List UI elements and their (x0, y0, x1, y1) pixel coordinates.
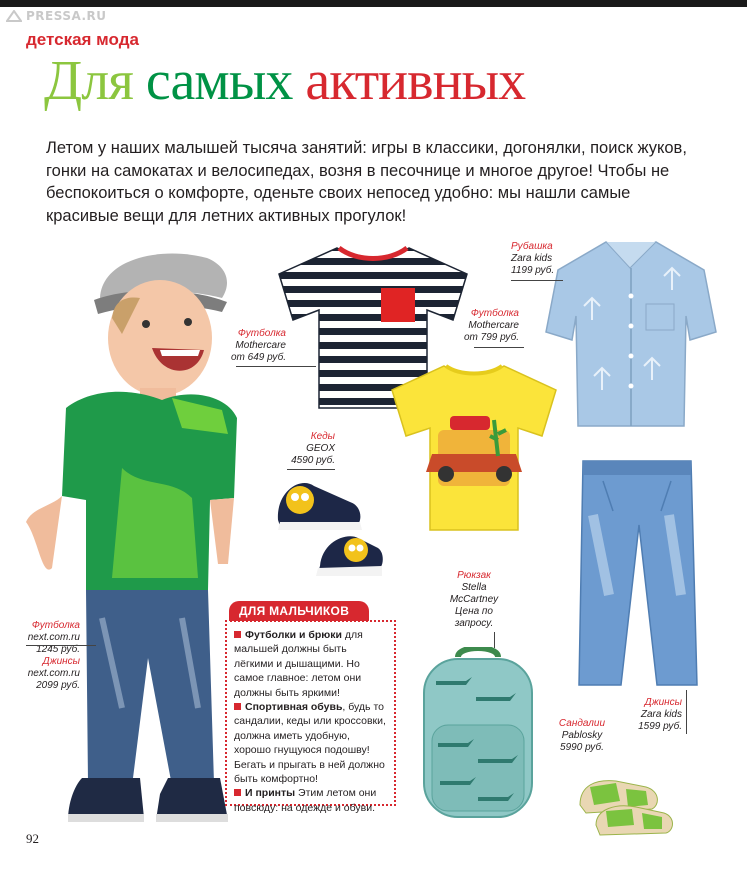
label-striped-tee-brand: Mothercare (235, 340, 286, 351)
label-sandals (555, 718, 609, 754)
jeans-photo (573, 455, 701, 687)
label-backpack-price-1: Цена по (455, 606, 493, 617)
label-sneakers (285, 431, 335, 467)
leader-line-shirt (511, 280, 563, 281)
label-striped-tee (218, 328, 286, 364)
label-shirt (511, 241, 554, 277)
leader-line-boy (26, 645, 96, 646)
label-shirt-name: Рубашка (511, 241, 553, 252)
bullet-square-icon (234, 631, 241, 638)
label-sandals-price: 5990 руб. (560, 742, 604, 753)
rubric: детская мода (26, 30, 139, 49)
tip-1 (234, 628, 388, 700)
label-jeans (630, 697, 682, 733)
label-backpack (441, 570, 507, 630)
watermark (6, 9, 107, 23)
tips-box (225, 620, 396, 814)
label-jeans-brand: Zara kids (640, 709, 682, 720)
label-sandals-name: Сандалии (558, 718, 606, 729)
leader-line-yellow-tee (474, 347, 524, 348)
label-sneakers-brand: GEOX (306, 443, 335, 454)
blue-shirt-photo (544, 236, 718, 428)
tip-2-text: , будь то сандалии, кеды или кроссовки, должна иметь удобную, хорошо гнущуюся подошву! Бегать и прыгать в ней должно быть комфортно! (234, 701, 386, 786)
label-boy-jeans-price: 2099 руб. (36, 680, 80, 691)
label-backpack-name: Рюкзак (457, 570, 491, 581)
title-word-3: активных (305, 50, 526, 112)
tip-3-text: Этим летом они повсюду: на одежде и обуви. (234, 787, 377, 814)
label-boy-tee-price: 1245 руб. (36, 644, 80, 655)
title-word-2: самых (145, 50, 293, 112)
sneakers-photo (270, 472, 386, 592)
label-jeans-name: Джинсы (644, 697, 682, 708)
label-boy-jeans-name: Джинсы (42, 656, 80, 667)
boy-photo (22, 238, 242, 838)
label-yellow-tee-name: Футболка (470, 308, 519, 319)
label-backpack-price-2: запросу. (454, 618, 494, 629)
tip-3 (234, 786, 388, 815)
label-backpack-brand-2: McCartney (449, 594, 499, 605)
top-bar (0, 0, 747, 7)
label-sneakers-name: Кеды (310, 431, 335, 442)
leader-line-striped-tee (236, 366, 316, 367)
label-boy-tee-brand: next.com.ru (27, 632, 80, 643)
label-striped-tee-name: Футболка (237, 328, 286, 339)
bullet-square-icon (234, 789, 241, 796)
label-yellow-tee-brand: Mothercare (468, 320, 519, 331)
label-backpack-brand-1: Stella (461, 582, 487, 593)
label-yellow-tee-price: от 799 руб. (464, 332, 519, 343)
label-striped-tee-price: от 649 руб. (231, 352, 286, 363)
label-sneakers-price: 4590 руб. (291, 455, 335, 466)
leader-line-sneakers (287, 469, 335, 470)
label-boy-jeans-brand: next.com.ru (27, 668, 80, 679)
page-number: 92 (26, 831, 39, 846)
label-yellow-tee (455, 308, 519, 344)
label-boy-tee-name: Футболка (31, 620, 80, 631)
tip-2-bold: Спортивная обувь (245, 701, 343, 714)
lead-paragraph: Летом у наших малышей тысяча занятий: игры в классики, догонялки, поиск жуков, гонки на самокатах и велосипедах, возня в песочнице и многое другое! Чтобы не беспокоиться о комфорте, оденьте своих непосед удобно: мы нашли самые красивые вещи для летних активных прогулок! (46, 139, 687, 225)
box-tag: ДЛЯ МАЛЬЧИКОВ (229, 601, 369, 621)
label-boy-outfit (18, 620, 80, 692)
label-jeans-price: 1599 руб. (638, 721, 682, 732)
label-shirt-price: 1199 руб. (511, 265, 555, 276)
leader-line-jeans (686, 690, 687, 734)
leader-line-backpack (494, 632, 495, 648)
tip-3-bold: И принты (245, 787, 296, 800)
label-shirt-brand: Zara kids (511, 253, 553, 264)
sandals-photo (576, 765, 678, 837)
label-sandals-brand: Pablosky (561, 730, 603, 741)
tip-2 (234, 700, 388, 786)
title-word-1: Для (44, 50, 133, 112)
yellow-tshirt-photo (386, 360, 562, 532)
tip-1-text: для мальшей должны быть лёгкими и дышащими. Но самое главное: летом они должны быть яркими! (234, 629, 363, 699)
tip-1-bold: Футболки и брюки (245, 629, 342, 641)
bullet-square-icon (234, 703, 241, 710)
watermark-text: PRESSA.RU (26, 9, 107, 23)
backpack-photo (418, 647, 538, 819)
watermark-logo-icon (6, 10, 22, 22)
page-title (44, 52, 525, 111)
